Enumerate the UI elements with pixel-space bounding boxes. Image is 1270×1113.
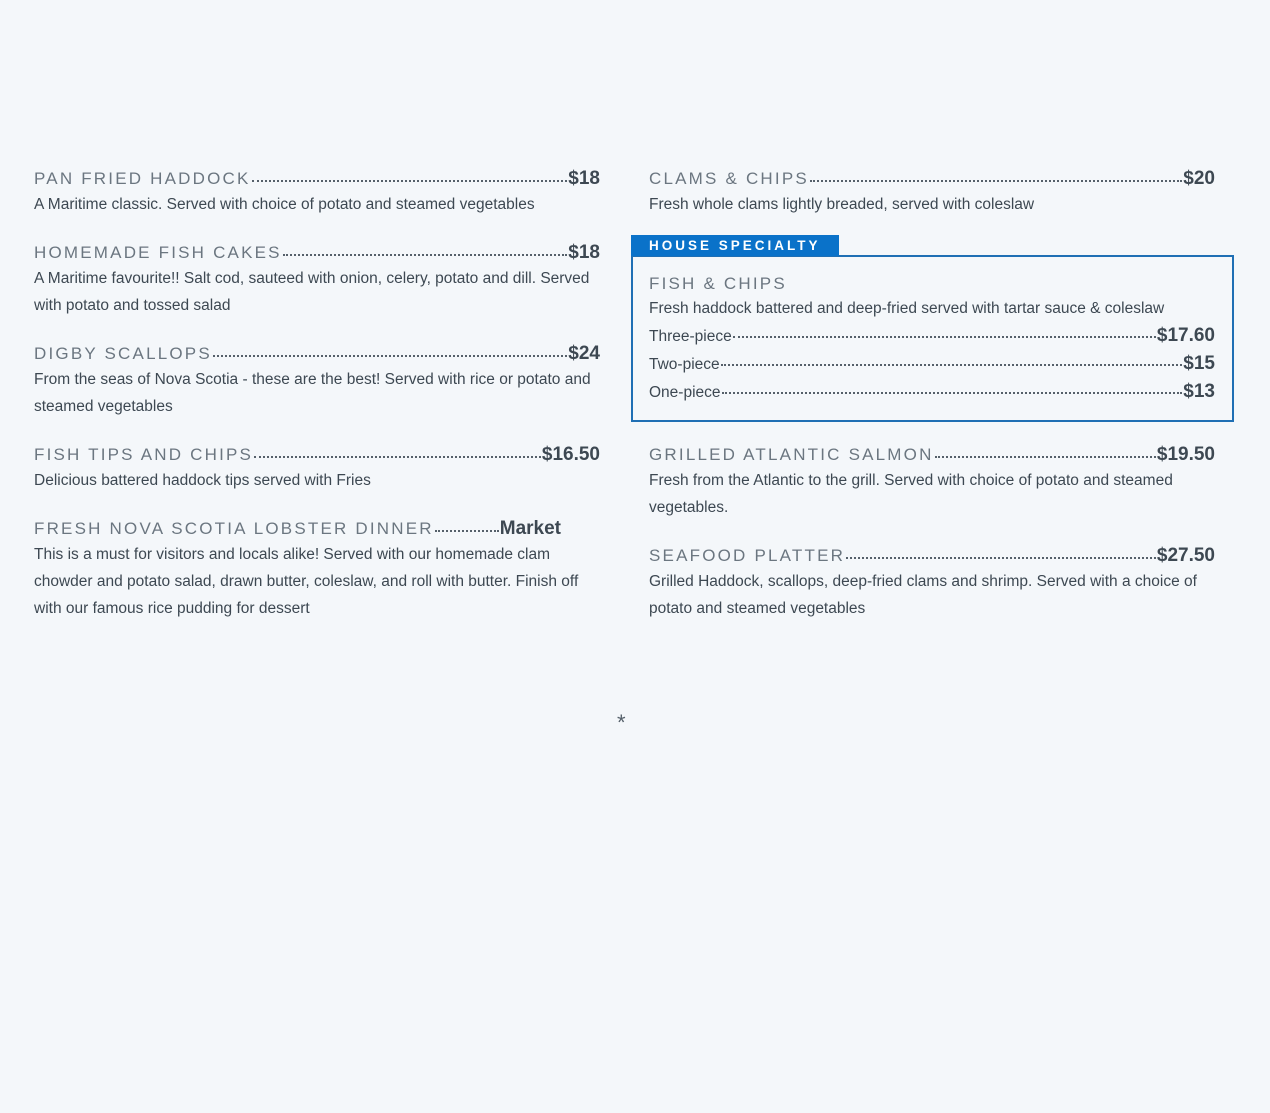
item-price: $24 [568, 343, 600, 364]
item-price: $20 [1183, 168, 1215, 189]
item-name: FISH TIPS AND CHIPS [34, 445, 254, 464]
option-label: Two-piece [649, 356, 720, 373]
item-price: $16.50 [541, 444, 600, 465]
dot-leader [722, 390, 1183, 394]
option-row [649, 322, 1215, 350]
item-description: Fresh haddock battered and deep-fried served with tartar sauce & coleslaw [649, 300, 1165, 317]
dot-leader [254, 454, 541, 458]
option-label: Three-piece [649, 328, 732, 345]
menu-item-lobster-dinner [34, 518, 600, 622]
item-name: PAN FRIED HADDOCK [34, 169, 251, 188]
item-description: Delicious battered haddock tips served with Fries [34, 472, 371, 489]
right-column [649, 168, 1215, 242]
menu-item-clams-and-chips [649, 168, 1215, 218]
dot-leader [721, 362, 1183, 366]
option-row [649, 378, 1215, 406]
item-description: Grilled Haddock, scallops, deep-fried clams and shrimp. Served with a choice of potato and steamed vegetables [649, 573, 1197, 617]
dot-leader [846, 555, 1156, 559]
option-price: $17.60 [1156, 325, 1215, 346]
item-price: $19.50 [1156, 444, 1215, 465]
menu-item-seafood-platter [649, 545, 1215, 622]
item-price: $18 [568, 242, 600, 263]
dot-leader [435, 528, 499, 532]
menu-item-homemade-fish-cakes [34, 242, 600, 319]
dot-leader [213, 353, 567, 357]
dot-leader [810, 178, 1182, 182]
left-column [34, 168, 600, 646]
option-price: $13 [1183, 381, 1215, 402]
item-description: A Maritime classic. Served with choice of potato and steamed vegetables [34, 196, 535, 213]
item-name: CLAMS & CHIPS [649, 169, 809, 188]
item-name: GRILLED ATLANTIC SALMON [649, 445, 934, 464]
item-description: A Maritime favourite!! Salt cod, sauteed with onion, celery, potato and dill. Served with potato and tossed salad [34, 270, 590, 314]
item-name: HOMEMADE FISH CAKES [34, 243, 282, 262]
item-name: FISH & CHIPS [649, 274, 787, 293]
item-description: Fresh whole clams lightly breaded, served with coleslaw [649, 196, 1035, 213]
asterisk-divider-icon: * [617, 710, 626, 735]
item-name: SEAFOOD PLATTER [649, 546, 846, 565]
menu-item-fish-tips-and-chips [34, 444, 600, 494]
item-description: Fresh from the Atlantic to the grill. Served with choice of potato and steamed vegetables. [649, 472, 1173, 516]
house-specialty-badge: HOUSE SPECIALTY [631, 235, 839, 256]
item-price: $27.50 [1156, 545, 1215, 566]
item-description: From the seas of Nova Scotia - these are the best! Served with rice or potato and steamed vegetables [34, 371, 591, 415]
item-price: $18 [568, 168, 600, 189]
dot-leader [283, 252, 568, 256]
item-name: DIGBY SCALLOPS [34, 344, 212, 363]
menu-item-pan-fried-haddock [34, 168, 600, 218]
item-name: FRESH NOVA SCOTIA LOBSTER DINNER [34, 519, 434, 538]
option-price: $15 [1183, 353, 1215, 374]
right-column-lower [649, 444, 1215, 646]
menu-item-grilled-atlantic-salmon [649, 444, 1215, 521]
specialty-content [631, 255, 1234, 422]
item-price: Market [499, 518, 561, 539]
dot-leader [733, 334, 1156, 338]
menu-item-digby-scallops [34, 343, 600, 420]
option-row [649, 350, 1215, 378]
item-description: This is a must for visitors and locals alike! Served with our homemade clam chowder and potato salad, drawn butter, coleslaw, and roll with butter. Finish off with our famous rice pudding for dessert [34, 546, 579, 617]
option-label: One-piece [649, 384, 721, 401]
dot-leader [935, 454, 1156, 458]
dot-leader [252, 178, 568, 182]
house-specialty-box [631, 235, 1234, 422]
